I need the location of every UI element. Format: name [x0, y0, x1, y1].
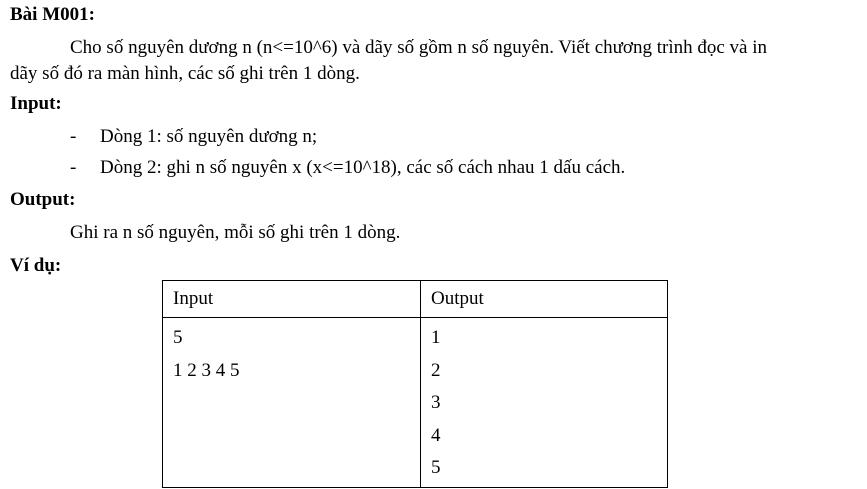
input-item-1-text: Dòng 1: số nguyên dương n; [100, 126, 318, 147]
problem-description-line-1: Cho số nguyên dương n (n<=10^6) và dãy số gồm n số nguyên. Viết chương trình đọc và in [70, 37, 767, 58]
example-output-line: 3 [431, 392, 441, 413]
example-output-line: 5 [431, 457, 441, 478]
example-heading: Ví dụ: [10, 255, 62, 276]
problem-title: Bài M001: [10, 4, 95, 25]
input-item-2-dash: - [70, 157, 77, 178]
example-table-header-row [163, 281, 668, 318]
example-header-output: Output [421, 281, 668, 318]
example-input-line: 5 [173, 327, 183, 348]
example-input-line: 1 2 3 4 5 [173, 359, 240, 381]
input-item-2-text: Dòng 2: ghi n số nguyên x (x<=10^18), các số cách nhau 1 dấu cách. [100, 157, 626, 178]
example-header-input: Input [163, 281, 421, 318]
example-output-line: 4 [431, 424, 441, 446]
example-output-line: 2 [431, 359, 441, 381]
example-table [162, 280, 668, 488]
example-table-body-row [163, 318, 668, 488]
input-item-1-dash: - [70, 126, 77, 147]
example-output-cell [421, 318, 668, 488]
problem-description-line-2: dãy số đó ra màn hình, các số ghi trên 1 dòng. [10, 63, 360, 84]
output-description: Ghi ra n số nguyên, mỗi số ghi trên 1 dòng. [70, 222, 401, 243]
input-heading: Input: [10, 93, 62, 114]
example-input-cell [163, 318, 421, 488]
output-heading: Output: [10, 189, 76, 210]
example-output-line: 1 [431, 327, 441, 348]
